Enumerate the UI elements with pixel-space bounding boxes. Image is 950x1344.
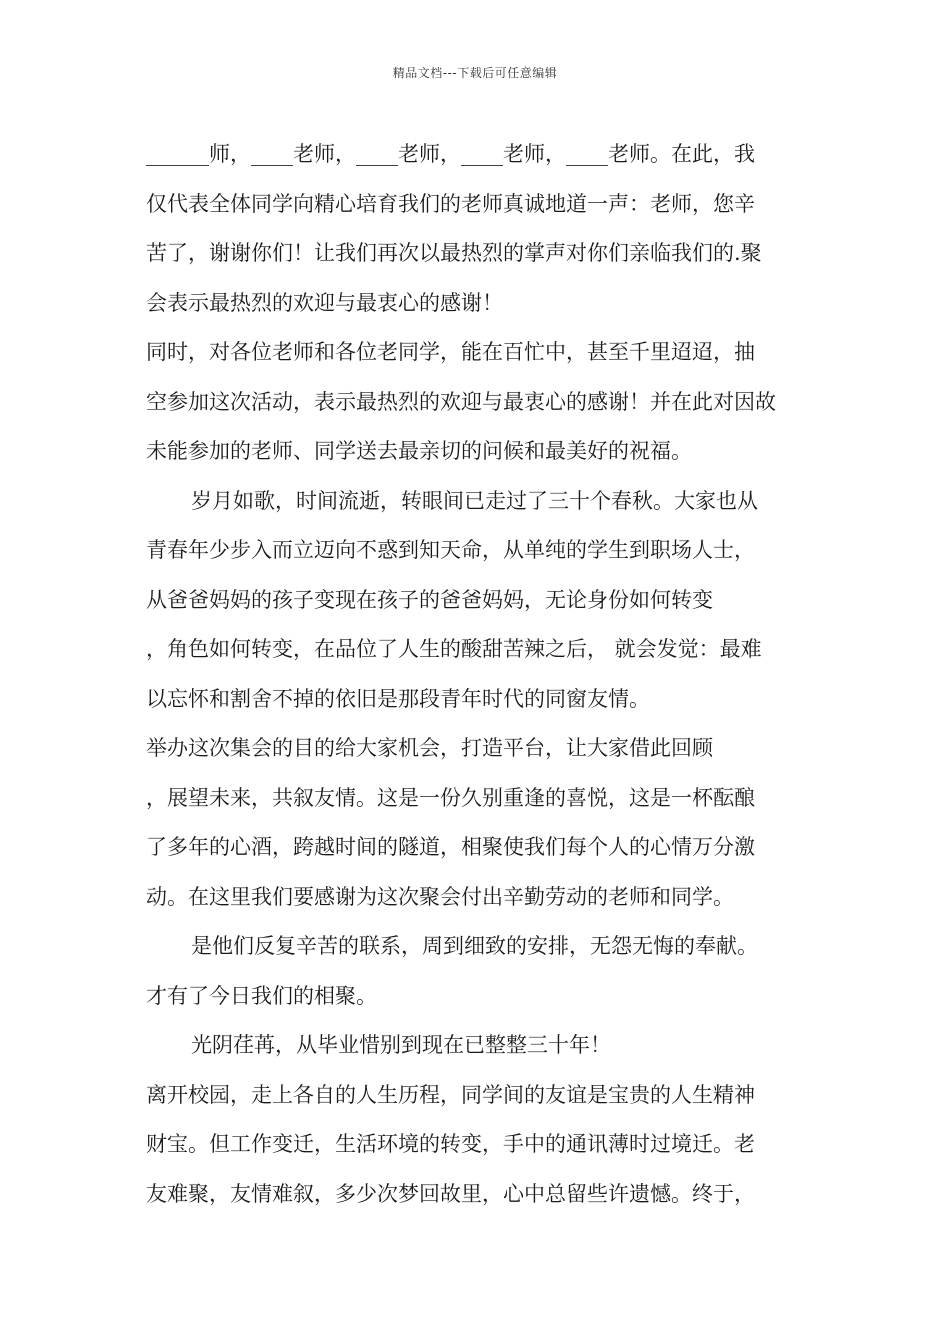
text-line: 同时，对各位老师和各位老同学，能在百忙中，甚至千里迢迢，抽 <box>146 340 755 364</box>
text-line: 岁月如歌，时间流逝，转眼间已走过了三十个春秋。大家也从 <box>191 488 758 513</box>
text-line: 了多年的心酒，跨越时间的隧道，相聚使我们每个人的心情万分激 <box>146 835 755 859</box>
text-line: 才有了今日我们的相聚。 <box>146 983 377 1008</box>
text-line: 财宝。但工作变迁，生活环境的转变，手中的通讯薄时过境迁。老 <box>146 1132 755 1156</box>
text-line: 举办这次集会的目的给大家机会，打造平台，让大家借此回顾 <box>146 736 713 760</box>
page-header: 精品文档---下载后可任意编辑 <box>392 66 558 80</box>
text-line: ，角色如何转变，在品位了人生的酸甜苦辣之后， 就会发觉：最难 <box>146 637 762 661</box>
text-line: 友难聚，友情难叙，多少次梦回故里，心中总留些许遗憾。终于， <box>146 1181 755 1206</box>
document-body <box>146 130 816 1219</box>
text-line: 青春年少步入而立迈向不惑到知天命，从单纯的学生到职场人士， <box>146 538 755 562</box>
text-line: 苦了，谢谢你们！让我们再次以最热烈的掌声对你们亲临我们的.聚 <box>146 241 762 265</box>
text-line: 未能参加的老师、同学送去最亲切的问候和最美好的祝福。 <box>146 439 692 463</box>
text-line: 动。在这里我们要感谢为这次聚会付出辛勤劳动的老师和同学。 <box>146 884 734 909</box>
text-line: 会表示最热烈的欢迎与最衷心的感谢！ <box>146 290 503 315</box>
text-line: 仅代表全体同学向精心培育我们的老师真诚地道一声：老师，您辛 <box>146 191 755 216</box>
text-line: 光阴荏苒，从毕业惜别到现在已整整三十年！ <box>191 1033 611 1057</box>
text-line: 空参加这次活动，表示最热烈的欢迎与最衷心的感谢！并在此对因故 <box>146 389 776 414</box>
text-line: ，展望未来，共叙友情。这是一份久别重逢的喜悦，这是一杯酝酿 <box>146 785 755 810</box>
text-line: 离开校园，走上各自的人生历程，同学间的友谊是宝贵的人生精神 <box>146 1082 755 1107</box>
text-line: ______师，____老师，____老师，____老师，____老师。在此，我 <box>146 142 755 166</box>
text-line: 是他们反复辛苦的联系，周到细致的安排，无怨无悔的奉献。 <box>191 934 758 958</box>
text-line: 从爸爸妈妈的孩子变现在孩子的爸爸妈妈，无论身份如何转变 <box>146 587 713 612</box>
text-line: 以忘怀和割舍不掉的依旧是那段青年时代的同窗友情。 <box>146 686 650 711</box>
